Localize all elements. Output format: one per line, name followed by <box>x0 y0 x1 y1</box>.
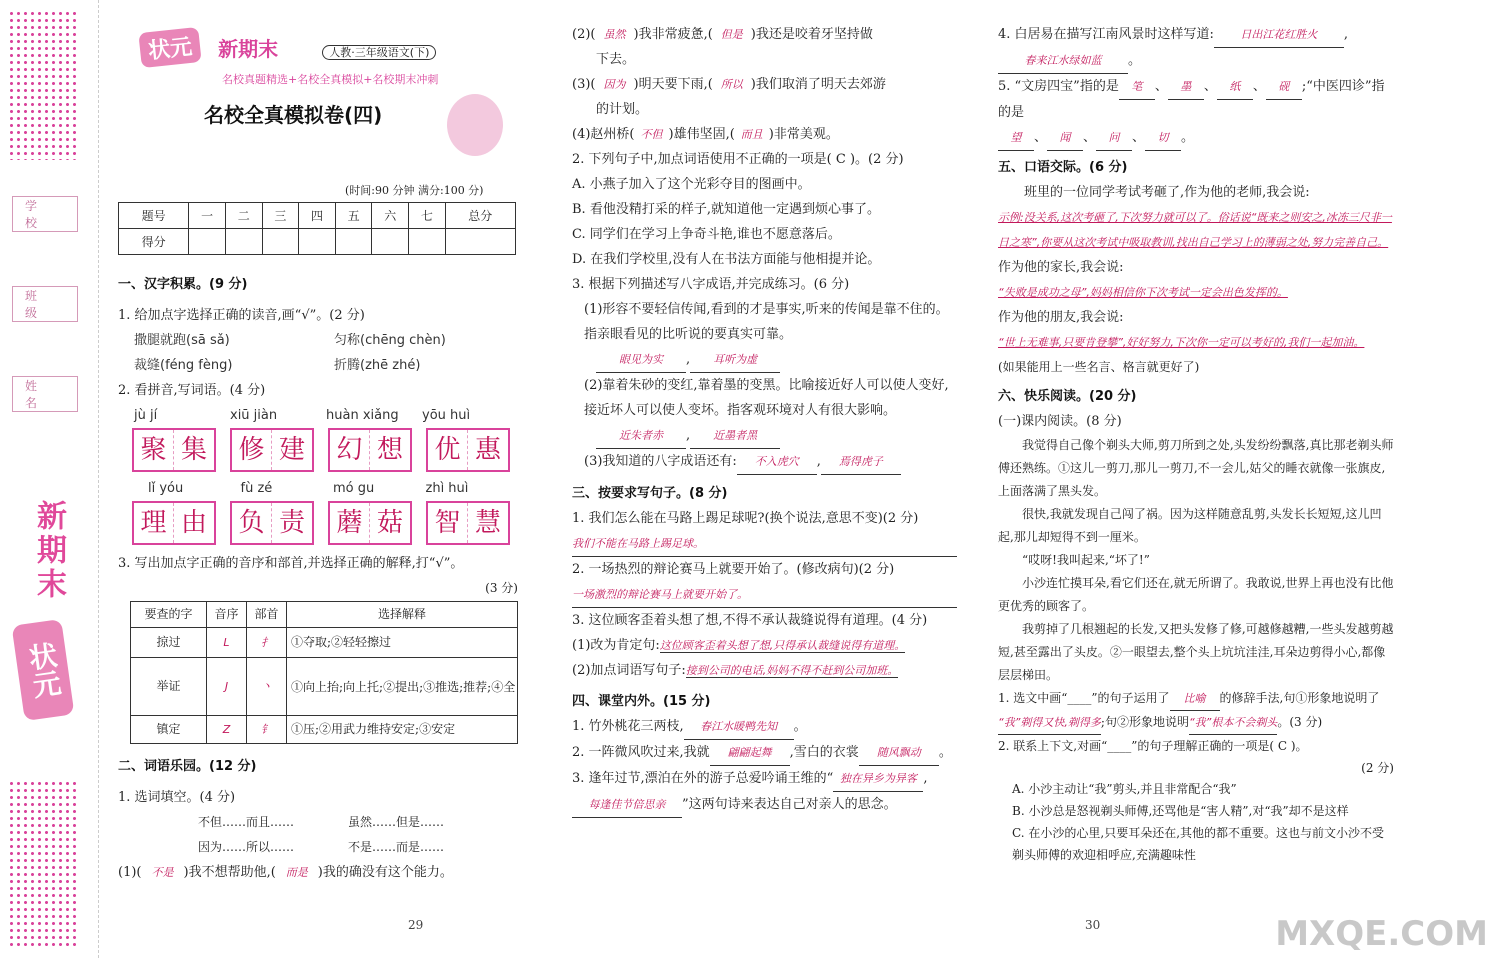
option[interactable]: D. 在我们学校里,没有人在书法方面能与他相提并论。 <box>572 252 881 267</box>
pinyin-label: yōu huì <box>422 408 471 423</box>
side-brand-title: 新期末 <box>31 500 66 602</box>
dict-answer[interactable]: 扌 <box>247 628 287 658</box>
fill-blank-2: (2)( 虽然 )我非常疲惫,( 但是 )我还是咬着牙坚持做 <box>572 27 873 42</box>
answer-line[interactable]: “我”根本不会剃头 <box>1189 711 1277 735</box>
idiom-desc-2: (2)靠着朱砂的变红,靠着墨的变黑。比喻接近好人可以使人变好,接近坏人可以使人变坏。指客观环境对人有很大影响。 <box>584 378 949 418</box>
pinyin-label: mó gu <box>333 481 375 496</box>
pinyin-label: zhì huì <box>425 481 469 496</box>
fill-answer[interactable]: 不是 <box>151 866 174 879</box>
idiom-more: (3)我知道的八字成语还有: 不入虎穴 , 焉得虎子 <box>572 449 957 475</box>
fill-answer[interactable]: 因为 <box>603 78 626 91</box>
passage-p4: 小沙连忙摸耳朵,看它们还在,就无所谓了。我敢说,世界上再也没有比他更优秀的顾客了。 <box>998 576 1394 613</box>
answer-line[interactable]: 耳听为虚 <box>690 347 780 373</box>
score-cell[interactable] <box>189 229 226 255</box>
binding-line <box>98 0 99 958</box>
answer-line[interactable]: 近朱者赤 <box>596 423 686 449</box>
choice-item[interactable]: 裁缝(féng fèng) <box>134 358 233 373</box>
oral-answer-teacher[interactable]: 示例:没关系,这次考砸了,下次努力就可以了。俗话说“既来之则安之,冰冻三尺非一日之寒”,你要从这次考试中吸取教训,找出自己学习上的薄弱之处,努力完善自己。 <box>998 211 1392 249</box>
answer-line[interactable]: 问 <box>1096 125 1132 151</box>
word-box[interactable]: 优 惠 <box>426 428 510 472</box>
answer-line[interactable]: 春来江水绿如蓝 <box>998 48 1128 74</box>
word-grid-row-1 <box>118 428 518 472</box>
dict-word: 举证 <box>131 658 207 716</box>
write-q2: 2. 一场热烈的辩论赛马上就要开始了。(修改病句)(2 分) <box>572 562 895 577</box>
passage-p1: 我觉得自己像个剃头大师,剪刀所到之处,头发纷纷飘落,真比那老剃头师傅还熟练。①这儿一剪刀,那儿一剪刀,不一会儿,姑父的睡衣就像一张旗皮,上面落满了黑头发。 <box>998 438 1394 498</box>
answer-line[interactable]: 眼见为实 <box>596 347 686 373</box>
sidebar <box>0 0 98 958</box>
answer-line[interactable]: 切 <box>1145 125 1181 151</box>
four-diagnoses: 望 、 闻 、 问 、 切 。 <box>998 125 1394 151</box>
left-column <box>118 272 518 885</box>
score-head: 六 <box>372 203 409 229</box>
section-3-title: 三、按要求写句子。(8 分) <box>572 486 728 501</box>
dict-meaning[interactable]: ①夺取;②轻轻擦过 <box>287 628 518 658</box>
dict-answer[interactable]: 钅 <box>247 716 287 744</box>
write-q3: 3. 这位顾客歪着头想了想,不得不承认裁缝说得有道理。(4 分) <box>572 613 928 628</box>
fill-answer[interactable]: 所以 <box>720 78 743 91</box>
score-table <box>118 202 516 255</box>
grade-label: 人教·三年级语文(下) <box>322 45 436 60</box>
idiom-answer-2: 近朱者赤 , 近墨者黑 <box>572 423 957 449</box>
option[interactable]: B. 看他没精打采的样子,就知道他一定遇到烦心事了。 <box>572 202 880 217</box>
oral-answer-friend[interactable]: “世上无难事,只要肯登攀”,好好努力,下次你一定可以考好的,我们一起加油。 <box>998 336 1365 349</box>
fill-blank-2-cont: 下去。 <box>596 52 636 67</box>
word-box[interactable]: 聚 集 <box>132 428 216 472</box>
fill-blank-4: (4)赵州桥( 不但 )雄伟坚固,( 而且 )非常美观。 <box>572 127 839 142</box>
answer-line[interactable]: 焉得虎子 <box>821 449 901 475</box>
dict-meaning[interactable]: ①向上抬;向上托;②提出;③推选;推荐;④全 <box>287 658 518 716</box>
score-head: 四 <box>299 203 336 229</box>
pinyin-label: jù jí <box>134 408 158 423</box>
fill-blank-1: (1)( 不是 )我不想帮助他,( 而是 )我的确没有这个能力。 <box>118 865 453 880</box>
dict-head: 选择解释 <box>287 602 518 628</box>
dict-answer[interactable]: L <box>207 628 247 658</box>
pinyin-label: lǐ yóu <box>148 481 184 496</box>
pinyin-row-2 <box>118 476 518 501</box>
answer-line[interactable]: 不入虎穴 <box>737 449 817 475</box>
choice-item[interactable]: 撒腿就跑(sā sǎ) <box>134 333 230 348</box>
page-number-right: 30 <box>1085 918 1101 932</box>
oral-prompt: 班里的一位同学考试考砸了,作为他的老师,我会说: <box>1024 185 1310 200</box>
question-4: 1. 选词填空。(4 分) <box>118 790 236 805</box>
score-head: 三 <box>262 203 299 229</box>
fill-blank-3: (3)( 因为 )明天要下雨,( 所以 )我们取消了明天去郊游 <box>572 77 886 92</box>
word-box[interactable]: 负 责 <box>230 501 314 545</box>
dict-word: 掠过 <box>131 628 207 658</box>
passage-p5: 我剪掉了几根翘起的长发,又把头发修了修,可越修越糟,一些头发越剪越短,甚至露出了头皮。②一眼望去,整个头上坑坑洼洼,耳朵边剪得小心,都像层层梯田。 <box>998 622 1394 682</box>
four-treasures: 5. “文房四宝”指的是 笔 、 墨 、 纸 、 砚 ;“中医四诊”指的是 <box>998 74 1394 125</box>
right-column <box>998 22 1394 866</box>
fill-blank-3-cont: 的计划。 <box>596 102 649 117</box>
name-field[interactable]: 姓 名 <box>12 376 78 412</box>
idiom-desc-1: (1)形容不要轻信传闻,看到的才是事实,听来的传闻是靠不住的。指亲眼看见的比听说的要真实可靠。 <box>584 302 949 342</box>
answer-line[interactable]: 墨 <box>1168 74 1204 100</box>
section-4-title: 四、课堂内外。(15 分) <box>572 694 711 709</box>
side-badge-logo: 状元 <box>12 619 75 721</box>
dict-word: 镇定 <box>131 716 207 744</box>
option[interactable]: C. 在小沙的心里,只要耳朵还在,其他的都不重要。这也与前文小沙不受剃头师傅的欢迎相呼应,充满趣味性 <box>1012 826 1385 862</box>
word-box[interactable]: 蘑 菇 <box>328 501 412 545</box>
fill-answer[interactable]: 不但 <box>640 128 663 141</box>
oral-prompt-friend: 作为他的朋友,我会说: <box>998 310 1124 325</box>
dict-answer[interactable]: Z <box>207 716 247 744</box>
answer-line[interactable]: 翩翩起舞 <box>710 740 790 766</box>
dictionary-table <box>130 601 518 744</box>
section-6-title: 六、快乐阅读。(20 分) <box>998 389 1137 404</box>
answer-line[interactable]: 每逢佳节倍思亲 <box>572 792 682 818</box>
dict-answer[interactable]: 丶 <box>247 658 287 716</box>
mascot-image <box>447 94 503 156</box>
dict-answer[interactable]: J <box>207 658 247 716</box>
question-3: 3. 写出加点字正确的音序和部首,并选择正确的解释,打“√”。 <box>118 556 464 571</box>
choice-pair: 不是……而是…… <box>348 840 445 854</box>
reading-q2-score: (2 分) <box>1361 761 1394 775</box>
word-box[interactable]: 修 建 <box>230 428 314 472</box>
oral-answer-parent[interactable]: “失败是成功之母”,妈妈相信你下次考试一定会出色发挥的。 <box>998 286 1288 299</box>
idiom-answer-1: 眼见为实 , 耳听为虚 <box>572 347 957 373</box>
score-head: 七 <box>409 203 446 229</box>
score-head: 二 <box>225 203 262 229</box>
oral-prompt-parent: 作为他的家长,我会说: <box>998 260 1124 275</box>
dict-head: 音序 <box>207 602 247 628</box>
section-5-title: 五、口语交际。(6 分) <box>998 160 1128 175</box>
pinyin-choices <box>118 328 518 378</box>
question-m3: 3. 根据下列描述写八字成语,并完成练习。(6 分) <box>572 277 850 292</box>
pinyin-label: fù zé <box>240 481 273 496</box>
fill-answer[interactable]: 而是 <box>285 866 308 879</box>
pinyin-row-1 <box>118 403 518 428</box>
score-head: 总分 <box>445 203 515 229</box>
passage-p2: 很快,我就发现自己闯了祸。因为这样随意乱剪,头发长长短短,这儿凹起,那儿却短得不到一厘米。 <box>998 507 1382 544</box>
header-slogan: 名校真题精选+名校全真模拟+名校期末冲刺 <box>222 73 439 86</box>
option[interactable]: A. 小沙主动让“我”剪头,并且非常配合“我” <box>1012 782 1237 796</box>
write-answer-1[interactable]: 我们不能在马路上踢足球。 <box>572 531 957 557</box>
write-q3-2: (2)加点词语写句子:接到公司的电话,妈妈不得不赶到公司加班。 <box>572 663 899 678</box>
score-cell[interactable] <box>409 229 446 255</box>
score-head: 五 <box>335 203 372 229</box>
word-box[interactable]: 智 慧 <box>426 501 510 545</box>
fill-answer[interactable]: 虽然 <box>603 28 626 41</box>
option[interactable]: C. 同学们在学习上争奇斗艳,谁也不愿意落后。 <box>572 227 841 242</box>
poem-q2: 2. 一阵微风吹过来,我就 翩翩起舞 ,雪白的衣裳 随风飘动 。 <box>572 740 957 766</box>
watermark-logo: MXQE.COM <box>1275 914 1488 954</box>
fill-answer[interactable]: 而且 <box>740 128 763 141</box>
poem-q3: 3. 逢年过节,漂泊在外的游子总爱吟诵王维的“ 独在异乡为异客 ,每逢佳节倍思亲 ”这两句诗来表达自己对亲人的思念。 <box>572 766 957 818</box>
header-logo: 状元 <box>138 27 201 68</box>
word-grid-row-2 <box>118 501 518 545</box>
score-head: 题号 <box>119 203 189 229</box>
score-cell[interactable] <box>335 229 372 255</box>
answer-line[interactable]: 纸 <box>1217 74 1253 100</box>
write-q1: 1. 我们怎么能在马路上踢足球呢?(换个说法,意思不变)(2 分) <box>572 511 919 526</box>
question-2: 2. 看拼音,写词语。(4 分) <box>118 383 266 398</box>
decor-dots-top <box>8 10 80 160</box>
answer-line[interactable]: 春江水暖鸭先知 <box>684 714 794 740</box>
page-number-left: 29 <box>408 918 424 932</box>
oral-note: (如果能用上一些名言、格言就更好了) <box>998 360 1200 374</box>
score-cell[interactable] <box>262 229 299 255</box>
score-cell[interactable] <box>299 229 336 255</box>
question-m2: 2. 下列句子中,加点词语使用不正确的一项是( C )。(2 分) <box>572 152 904 167</box>
word-box[interactable]: 幻 想 <box>328 428 412 472</box>
choice-item[interactable]: 折腾(zhē zhé) <box>334 358 421 373</box>
answer-line[interactable]: 笔 <box>1119 74 1155 100</box>
write-answer-3[interactable]: 这位顾客歪着头想了想,只得承认裁缝说得有道理。 <box>659 639 906 652</box>
write-answer-2[interactable]: 一场激烈的辩论赛马上就要开始了。 <box>572 582 957 608</box>
score-cell[interactable] <box>225 229 262 255</box>
reading-q2: 2. 联系上下文,对画“____”的句子理解正确的一项是( C )。 <box>998 739 1308 753</box>
decor-dots-bottom <box>8 780 80 950</box>
question-1: 1. 给加点字选择正确的读音,画“√”。(2 分) <box>118 308 365 323</box>
choice-pair: 因为……所以…… <box>198 840 295 854</box>
answer-line[interactable]: 比喻 <box>1170 687 1220 711</box>
reading-title: (一)课内阅读。(8 分) <box>998 414 1122 429</box>
word-choices <box>118 810 518 860</box>
section-1-title: 一、汉字积累。(9 分) <box>118 277 248 292</box>
score-label: 得分 <box>119 229 189 255</box>
choice-item[interactable]: 匀称(chēng chèn) <box>334 333 446 348</box>
score-cell[interactable] <box>372 229 409 255</box>
choice-pair: 虽然……但是…… <box>348 815 445 829</box>
page-title: 名校全真模拟卷(四) <box>204 103 383 127</box>
answer-line[interactable]: 砚 <box>1266 74 1302 100</box>
pinyin-label: xiū jiàn <box>230 408 278 423</box>
dict-head: 部首 <box>247 602 287 628</box>
poem-q1: 1. 竹外桃花三两枝, 春江水暖鸭先知 。 <box>572 714 957 740</box>
fill-answer[interactable]: 但是 <box>720 28 743 41</box>
class-field[interactable]: 班 级 <box>12 286 78 322</box>
time-info: (时间:90 分钟 满分:100 分) <box>345 184 484 197</box>
reading-q1: 1. 选文中画“____”的句子运用了 比喻 的修辞手法,句①形象地说明了“我”剃得又快,剃得多;句②形象地说明“我”根本不会剃头。(3 分) <box>998 687 1394 735</box>
poem-q4: 4. 白居易在描写江南风景时这样写道: 日出江花红胜火 , <box>998 22 1394 48</box>
score-cell[interactable] <box>445 229 515 255</box>
write-q3-1: (1)改为肯定句:这位顾客歪着头想了想,只得承认裁缝说得有道理。 <box>572 638 906 653</box>
answer-line[interactable]: “我”剃得又快,剃得多 <box>998 711 1101 735</box>
choice-pair: 不但……而且…… <box>198 815 295 829</box>
write-answer-4[interactable]: 接到公司的电话,妈妈不得不赶到公司加班。 <box>685 664 899 677</box>
middle-column <box>572 22 957 818</box>
poem-q4-cont: 春来江水绿如蓝 。 <box>998 48 1394 74</box>
question-3-score: (3 分) <box>485 581 518 595</box>
option[interactable]: A. 小燕子加入了这个光彩夺目的图画中。 <box>572 177 811 192</box>
pinyin-label: huàn xiǎng <box>326 408 399 423</box>
word-box[interactable]: 理 由 <box>132 501 216 545</box>
school-field[interactable]: 学 校 <box>12 196 78 232</box>
header-brand: 新期末 <box>218 37 279 61</box>
answer-line[interactable]: 闻 <box>1047 125 1083 151</box>
score-head: 一 <box>189 203 226 229</box>
dict-meaning[interactable]: ①压;②用武力维持安定;③安定 <box>287 716 518 744</box>
answer-line[interactable]: 近墨者黑 <box>690 423 780 449</box>
answer-line[interactable]: 独在异乡为异客 <box>833 766 923 792</box>
section-2-title: 二、词语乐园。(12 分) <box>118 759 257 774</box>
option[interactable]: B. 小沙总是怒视剃头师傅,还骂他是“害人精”,对“我”却不是这样 <box>1012 804 1349 818</box>
passage-p3: “哎呀!我叫起来,“坏了!” <box>1022 553 1150 567</box>
answer-line[interactable]: 随风飘动 <box>859 740 939 766</box>
dict-head: 要查的字 <box>131 602 207 628</box>
answer-line[interactable]: 望 <box>998 125 1034 151</box>
answer-line[interactable]: 日出江花红胜火 <box>1214 22 1344 48</box>
